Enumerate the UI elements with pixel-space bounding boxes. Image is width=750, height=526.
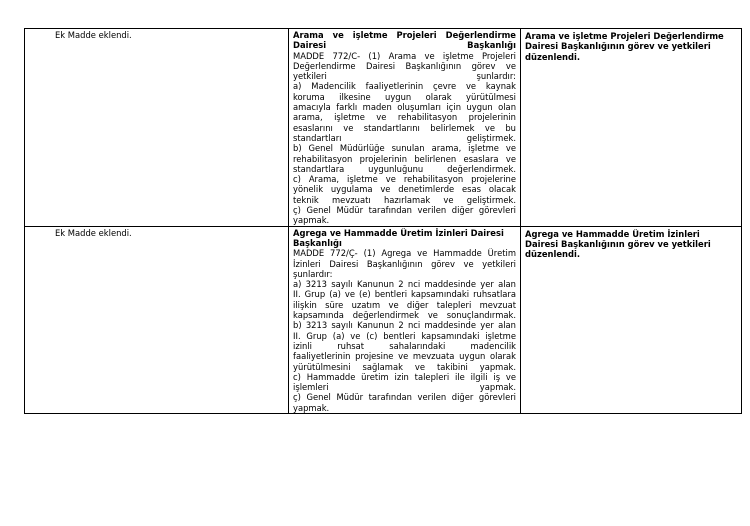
- change-summary-cell: [521, 29, 742, 227]
- change-note-cell: [25, 29, 289, 227]
- article-body-line: yapmak.: [293, 402, 330, 413]
- article-body-line: II. Grup (a) ve (e) bentleri kapsamındaki ruhsatlara: [293, 289, 516, 300]
- article-body-line: teknik mevzuatı hazırlamak ve geliştirmek.: [293, 194, 516, 205]
- article-body-line: a) 3213 sayılı Kanunun 2 nci maddesinde yer alan: [293, 279, 516, 290]
- article-body-line: ilişkin süre uzatım ve diğer talepleri mevzuat: [293, 299, 516, 310]
- change-summary-line: Arama ve işletme Projeleri Değerlendirme: [525, 31, 724, 41]
- change-summary-cell: [521, 226, 742, 413]
- article-body-line: standartlara uygunluğunu değerlendirmek.: [293, 163, 516, 174]
- article-text-cell: [289, 29, 521, 227]
- article-body-line: MADDE 772/C- (1) Arama ve işletme Projeleri: [293, 50, 516, 61]
- article-body-line: a) Madencilik faaliyetlerinin çevre ve kaynak: [293, 81, 516, 92]
- article-body-line: b) 3213 sayılı Kanunun 2 nci maddesinde yer alan: [293, 320, 516, 331]
- article-heading-line: Agrega ve Hammadde Üretim İzinleri Dairesi: [293, 227, 504, 238]
- article-heading-line: Başkanlığı: [293, 237, 342, 248]
- article-body-line: c) Hammadde üretim izin talepleri ile ilgili iş ve: [293, 371, 516, 382]
- article-body-line: rehabilitasyon projelerinin belirlenen esaslara ve: [293, 153, 516, 164]
- article-body-line: II. Grup (a) ve (c) bentleri kapsamındaki işletme: [293, 330, 516, 341]
- article-body-line: ç) Genel Müdür tarafından verilen diğer görevleri: [293, 205, 516, 216]
- article-body-line: şunlardır:: [293, 268, 333, 279]
- table-row: [25, 29, 742, 227]
- article-body-line: Değerlendirme Dairesi Başkanlığının görev ve: [293, 60, 516, 71]
- article-heading-line: Dairesi Başkanlığı: [293, 40, 516, 51]
- article-body-line: amacıyla farklı maden oluşumları için uygun olan: [293, 102, 516, 113]
- article-body-line: İzinleri Dairesi Başkanlığının görev ve yetkileri: [293, 258, 516, 269]
- change-summary-line: Agrega ve Hammadde Üretim İzinleri: [525, 228, 700, 239]
- change-summary-line: düzenlendi.: [525, 249, 581, 260]
- article-body-line: yapmak.: [293, 215, 330, 226]
- article-body-line: yetkileri şunlardır:: [293, 71, 516, 82]
- article-text-cell: [289, 226, 521, 413]
- article-body-line: işlemleri yapmak.: [293, 382, 516, 393]
- amendment-table: [24, 28, 742, 414]
- change-summary-line: Dairesi Başkanlığının görev ve yetkileri: [525, 238, 711, 249]
- article-body-line: b) Genel Müdürlüğe sunulan arama, işletme ve: [293, 143, 516, 154]
- article-body-line: yürütülmesini sağlamak ve takibini yapmak.: [293, 361, 516, 372]
- article-body-line: ç) Genel Müdür tarafından verilen diğer görevleri: [293, 392, 516, 403]
- change-note: Ek Madde eklendi.: [55, 227, 132, 238]
- change-summary-line: düzenlendi.: [525, 51, 581, 62]
- article-body-line: yönelik uygulama ve denetimlerde esas olacak: [293, 184, 516, 195]
- article-body-line: faaliyetlerinin projesine ve mevzuata uygun olarak: [293, 351, 516, 362]
- article-body-line: standartları geliştirmek.: [293, 132, 516, 143]
- article-heading-line: Arama ve işletme Projeleri Değerlendirme: [293, 30, 516, 40]
- article-body-line: esaslarını ve standartlarını belirlemek ve bu: [293, 122, 516, 133]
- change-note: Ek Madde eklendi.: [55, 30, 132, 40]
- article-body-line: arama, işletme ve rehabilitasyon projelerinin: [293, 112, 516, 123]
- table-row: [25, 226, 742, 413]
- article-body-line: koruma ilkesine uygun olarak yürütülmesi: [293, 91, 516, 102]
- article-body-line: c) Arama, işletme ve rehabilitasyon projelerine: [293, 174, 516, 185]
- change-note-cell: [25, 226, 289, 413]
- change-summary-line: Dairesi Başkanlığının görev ve yetkileri: [525, 41, 711, 52]
- article-body-line: MADDE 772/Ç- (1) Agrega ve Hammadde Üretim: [293, 248, 516, 259]
- article-body-line: kapsamında değerlendirmek ve sonuçlandırmak.: [293, 310, 516, 321]
- article-body-line: izinli ruhsat sahalarındaki madencilik: [293, 340, 516, 351]
